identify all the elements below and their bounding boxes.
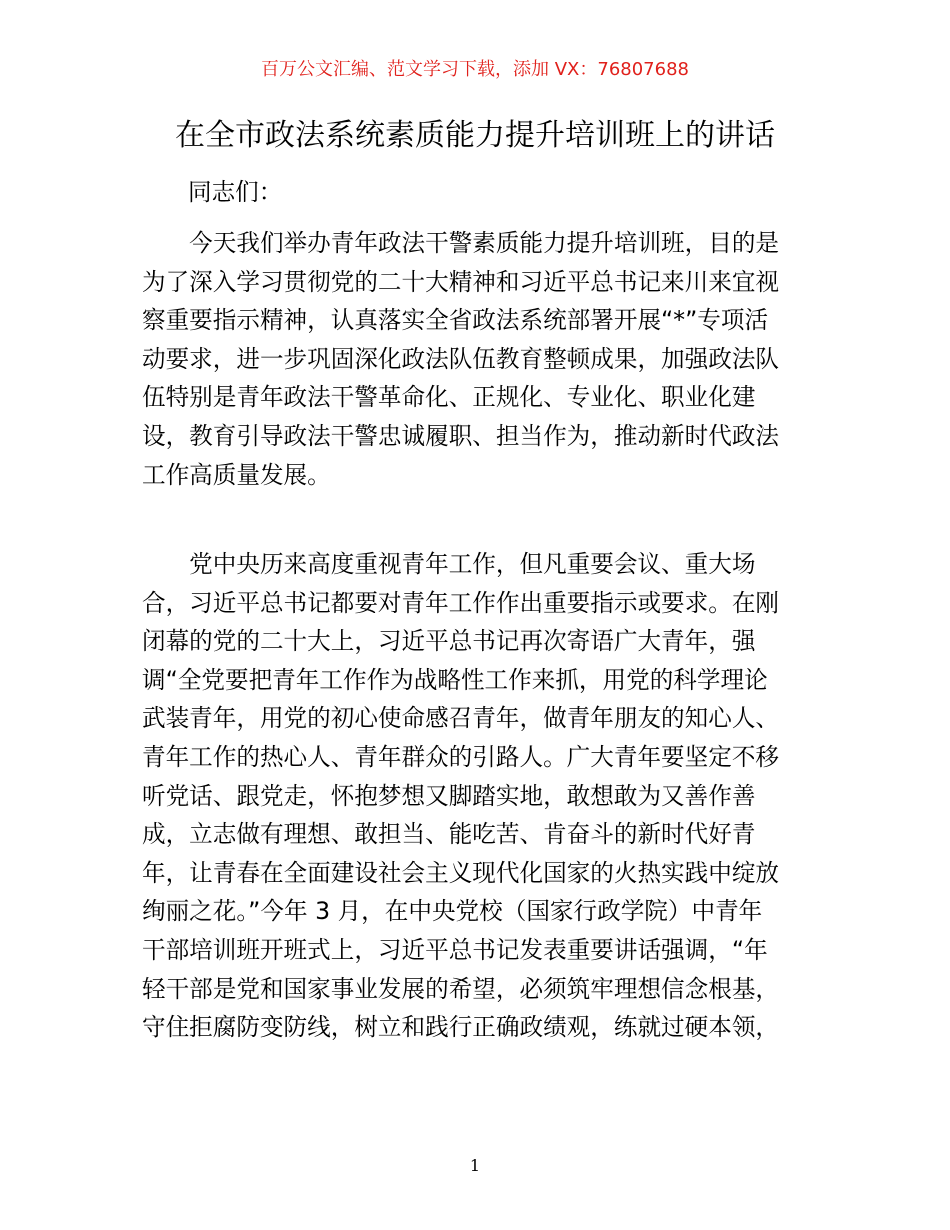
paragraph-line: 今天我们举办青年政法干警素质能力提升培训班，目的是 xyxy=(142,229,780,257)
paragraph-line: 党中央历来高度重视青年工作，但凡重要会议、重大场 xyxy=(142,550,756,578)
greeting: 同志们： xyxy=(188,178,283,206)
paragraph-line: 绚丽之花。”今年 3 月，在中央党校（国家行政学院）中青年 xyxy=(142,897,763,926)
paragraph-line: 闭幕的党的二十大上，习近平总书记再次寄语广大青年，强 xyxy=(142,627,756,656)
paragraph-line: 工作高质量发展。 xyxy=(142,460,331,489)
paragraph-line: 合，习近平总书记都要对青年工作作出重要指示或要求。在刚 xyxy=(142,588,780,617)
paragraph-line: 武装青年，用党的初心使命感召青年，做青年朋友的知心人、 xyxy=(142,704,780,733)
paragraph-line: 守住拒腐防变防线，树立和践行正确政绩观，练就过硬本领， xyxy=(142,1013,780,1042)
page-number: 1 xyxy=(469,1156,481,1175)
paragraph-line: 伍特别是青年政法干警革命化、正规化、专业化、职业化建 xyxy=(142,383,756,412)
paragraph-line: 成，立志做有理想、敢担当、能吃苦、肯奋斗的新时代好青 xyxy=(142,820,756,849)
paragraph-2 xyxy=(142,545,812,1047)
paragraph-line: 年，让青春在全面建设社会主义现代化国家的火热实践中绽放 xyxy=(142,858,780,887)
paragraph-line: 调“全党要把青年工作作为战略性工作来抓，用党的科学理论 xyxy=(142,665,768,694)
paragraph-line: 干部培训班开班式上，习近平总书记发表重要讲话强调，“年 xyxy=(142,935,768,964)
document-title: 在全市政法系统素质能力提升培训班上的讲话 xyxy=(175,118,775,153)
paragraph-line: 设，教育引导政法干警忠诚履职、担当作为，推动新时代政法 xyxy=(142,421,780,450)
paragraph-line: 动要求，进一步巩固深化政法队伍教育整顿成果，加强政法队 xyxy=(142,344,780,373)
paragraph-1 xyxy=(142,224,812,494)
header-note: 百万公文汇编、范文学习下载，添加 VX：76807688 xyxy=(261,59,689,80)
paragraph-line: 察重要指示精神，认真落实全省政法系统部署开展“*”专项活 xyxy=(142,306,769,335)
paragraph-line: 为了深入学习贯彻党的二十大精神和习近平总书记来川来宜视 xyxy=(142,267,780,296)
paragraph-line: 轻干部是党和国家事业发展的希望，必须筑牢理想信念根基， xyxy=(142,974,780,1003)
paragraph-line: 听党话、跟党走，怀抱梦想又脚踏实地，敢想敢为又善作善 xyxy=(142,781,756,810)
paragraph-line: 青年工作的热心人、青年群众的引路人。广大青年要坚定不移 xyxy=(142,742,780,771)
